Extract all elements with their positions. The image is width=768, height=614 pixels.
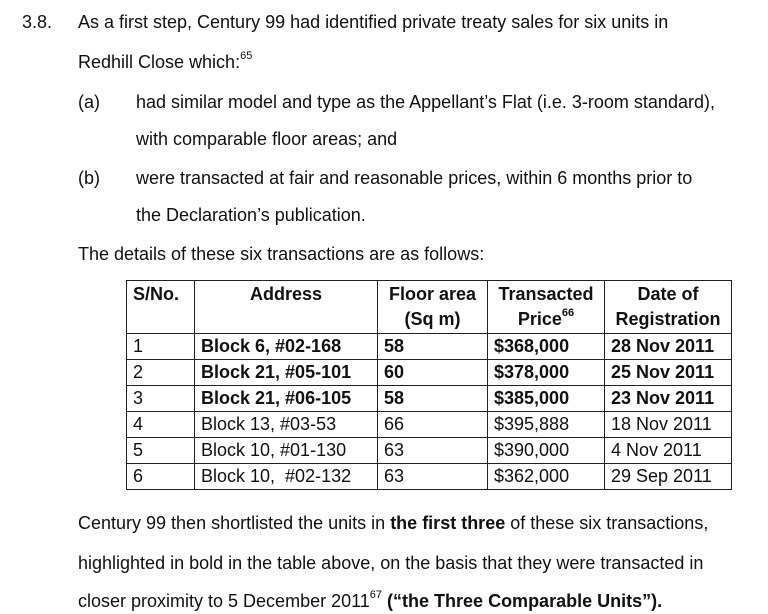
paragraph-line-2-text: Redhill Close which: (78, 52, 241, 72)
cell-price: $362,000 (488, 464, 605, 490)
header-date (605, 281, 732, 334)
cell-price: $390,000 (488, 438, 605, 464)
header-date-2: Registration (615, 309, 721, 329)
header-floor-area (378, 281, 488, 334)
header-floor-area-1: Floor area (388, 284, 477, 304)
item-b-label: (b) (78, 168, 100, 188)
footnote-ref-67: 67 (369, 589, 383, 601)
header-floor-area-2: (Sq m) (404, 309, 461, 329)
cell-address: Block 13, #03-53 (195, 412, 378, 438)
cell-sno: 4 (127, 412, 195, 438)
cell-area: 58 (378, 386, 488, 412)
table-row (127, 360, 732, 386)
closing-line-3a: closer proximity to 5 December 2011 (78, 591, 370, 611)
table-row (127, 464, 732, 490)
cell-address: Block 10, #01-130 (195, 438, 378, 464)
closing-defined-term: the Three Comparable Units (402, 591, 643, 611)
transactions-table (126, 280, 732, 490)
item-a-line-2: with comparable floor areas; and (136, 129, 398, 149)
table-intro: The details of these six transactions are as follows: (78, 244, 485, 264)
cell-date: 25 Nov 2011 (605, 360, 732, 386)
header-date-1: Date of (637, 284, 699, 304)
cell-address: Block 10, #02-132 (195, 464, 378, 490)
closing-line-1 (78, 513, 708, 534)
item-a-label: (a) (78, 92, 100, 112)
cell-sno: 5 (127, 438, 195, 464)
cell-price: $368,000 (488, 334, 605, 360)
closing-line-2: highlighted in bold in the table above, on the basis that they were transacted in (78, 553, 704, 573)
cell-address: Block 21, #05-101 (195, 360, 378, 386)
cell-price: $378,000 (488, 360, 605, 386)
cell-area: 63 (378, 464, 488, 490)
cell-area: 58 (378, 334, 488, 360)
cell-address: Block 21, #06-105 (195, 386, 378, 412)
item-b-line-2: the Declaration’s publication. (136, 205, 366, 225)
cell-date: 4 Nov 2011 (605, 438, 732, 464)
table-header-row (127, 281, 732, 334)
paragraph-line-2 (78, 52, 252, 73)
item-b-line-1: were transacted at fair and reasonable prices, within 6 months prior to (136, 168, 693, 188)
item-a-line-1: had similar model and type as the Appellant’s Flat (i.e. 3-room standard), (136, 92, 715, 112)
cell-area: 66 (378, 412, 488, 438)
header-address: Address (195, 281, 378, 334)
cell-sno: 3 (127, 386, 195, 412)
cell-price: $395,888 (488, 412, 605, 438)
header-price (488, 281, 605, 334)
cell-address: Block 6, #02-168 (195, 334, 378, 360)
table-row (127, 438, 732, 464)
cell-sno: 6 (127, 464, 195, 490)
cell-area: 60 (378, 360, 488, 386)
cell-date: 28 Nov 2011 (605, 334, 732, 360)
header-sno: S/No. (127, 281, 195, 334)
header-price-1: Transacted (498, 284, 594, 304)
cell-date: 23 Nov 2011 (605, 386, 732, 412)
closing-line-1c: of these six transactions, (505, 513, 709, 533)
header-price-2: Price (517, 309, 562, 329)
table-row (127, 412, 732, 438)
closing-line-1a: Century 99 then shortlisted the units in (78, 513, 391, 533)
table-row (127, 334, 732, 360)
paragraph-line-1: As a first step, Century 99 had identified private treaty sales for six units in (78, 12, 669, 32)
cell-date: 18 Nov 2011 (605, 412, 732, 438)
table-row (127, 386, 732, 412)
cell-sno: 2 (127, 360, 195, 386)
cell-sno: 1 (127, 334, 195, 360)
closing-close-quote: ”). (642, 591, 663, 611)
paragraph-number: 3.8. (22, 12, 53, 32)
closing-open-quote: (“ (382, 591, 403, 611)
cell-price: $385,000 (488, 386, 605, 412)
cell-date: 29 Sep 2011 (605, 464, 732, 490)
footnote-ref-65: 65 (240, 50, 253, 62)
cell-area: 63 (378, 438, 488, 464)
closing-line-3 (78, 591, 662, 612)
closing-bold-first-three: the first three (390, 513, 506, 533)
footnote-ref-66: 66 (561, 307, 575, 319)
